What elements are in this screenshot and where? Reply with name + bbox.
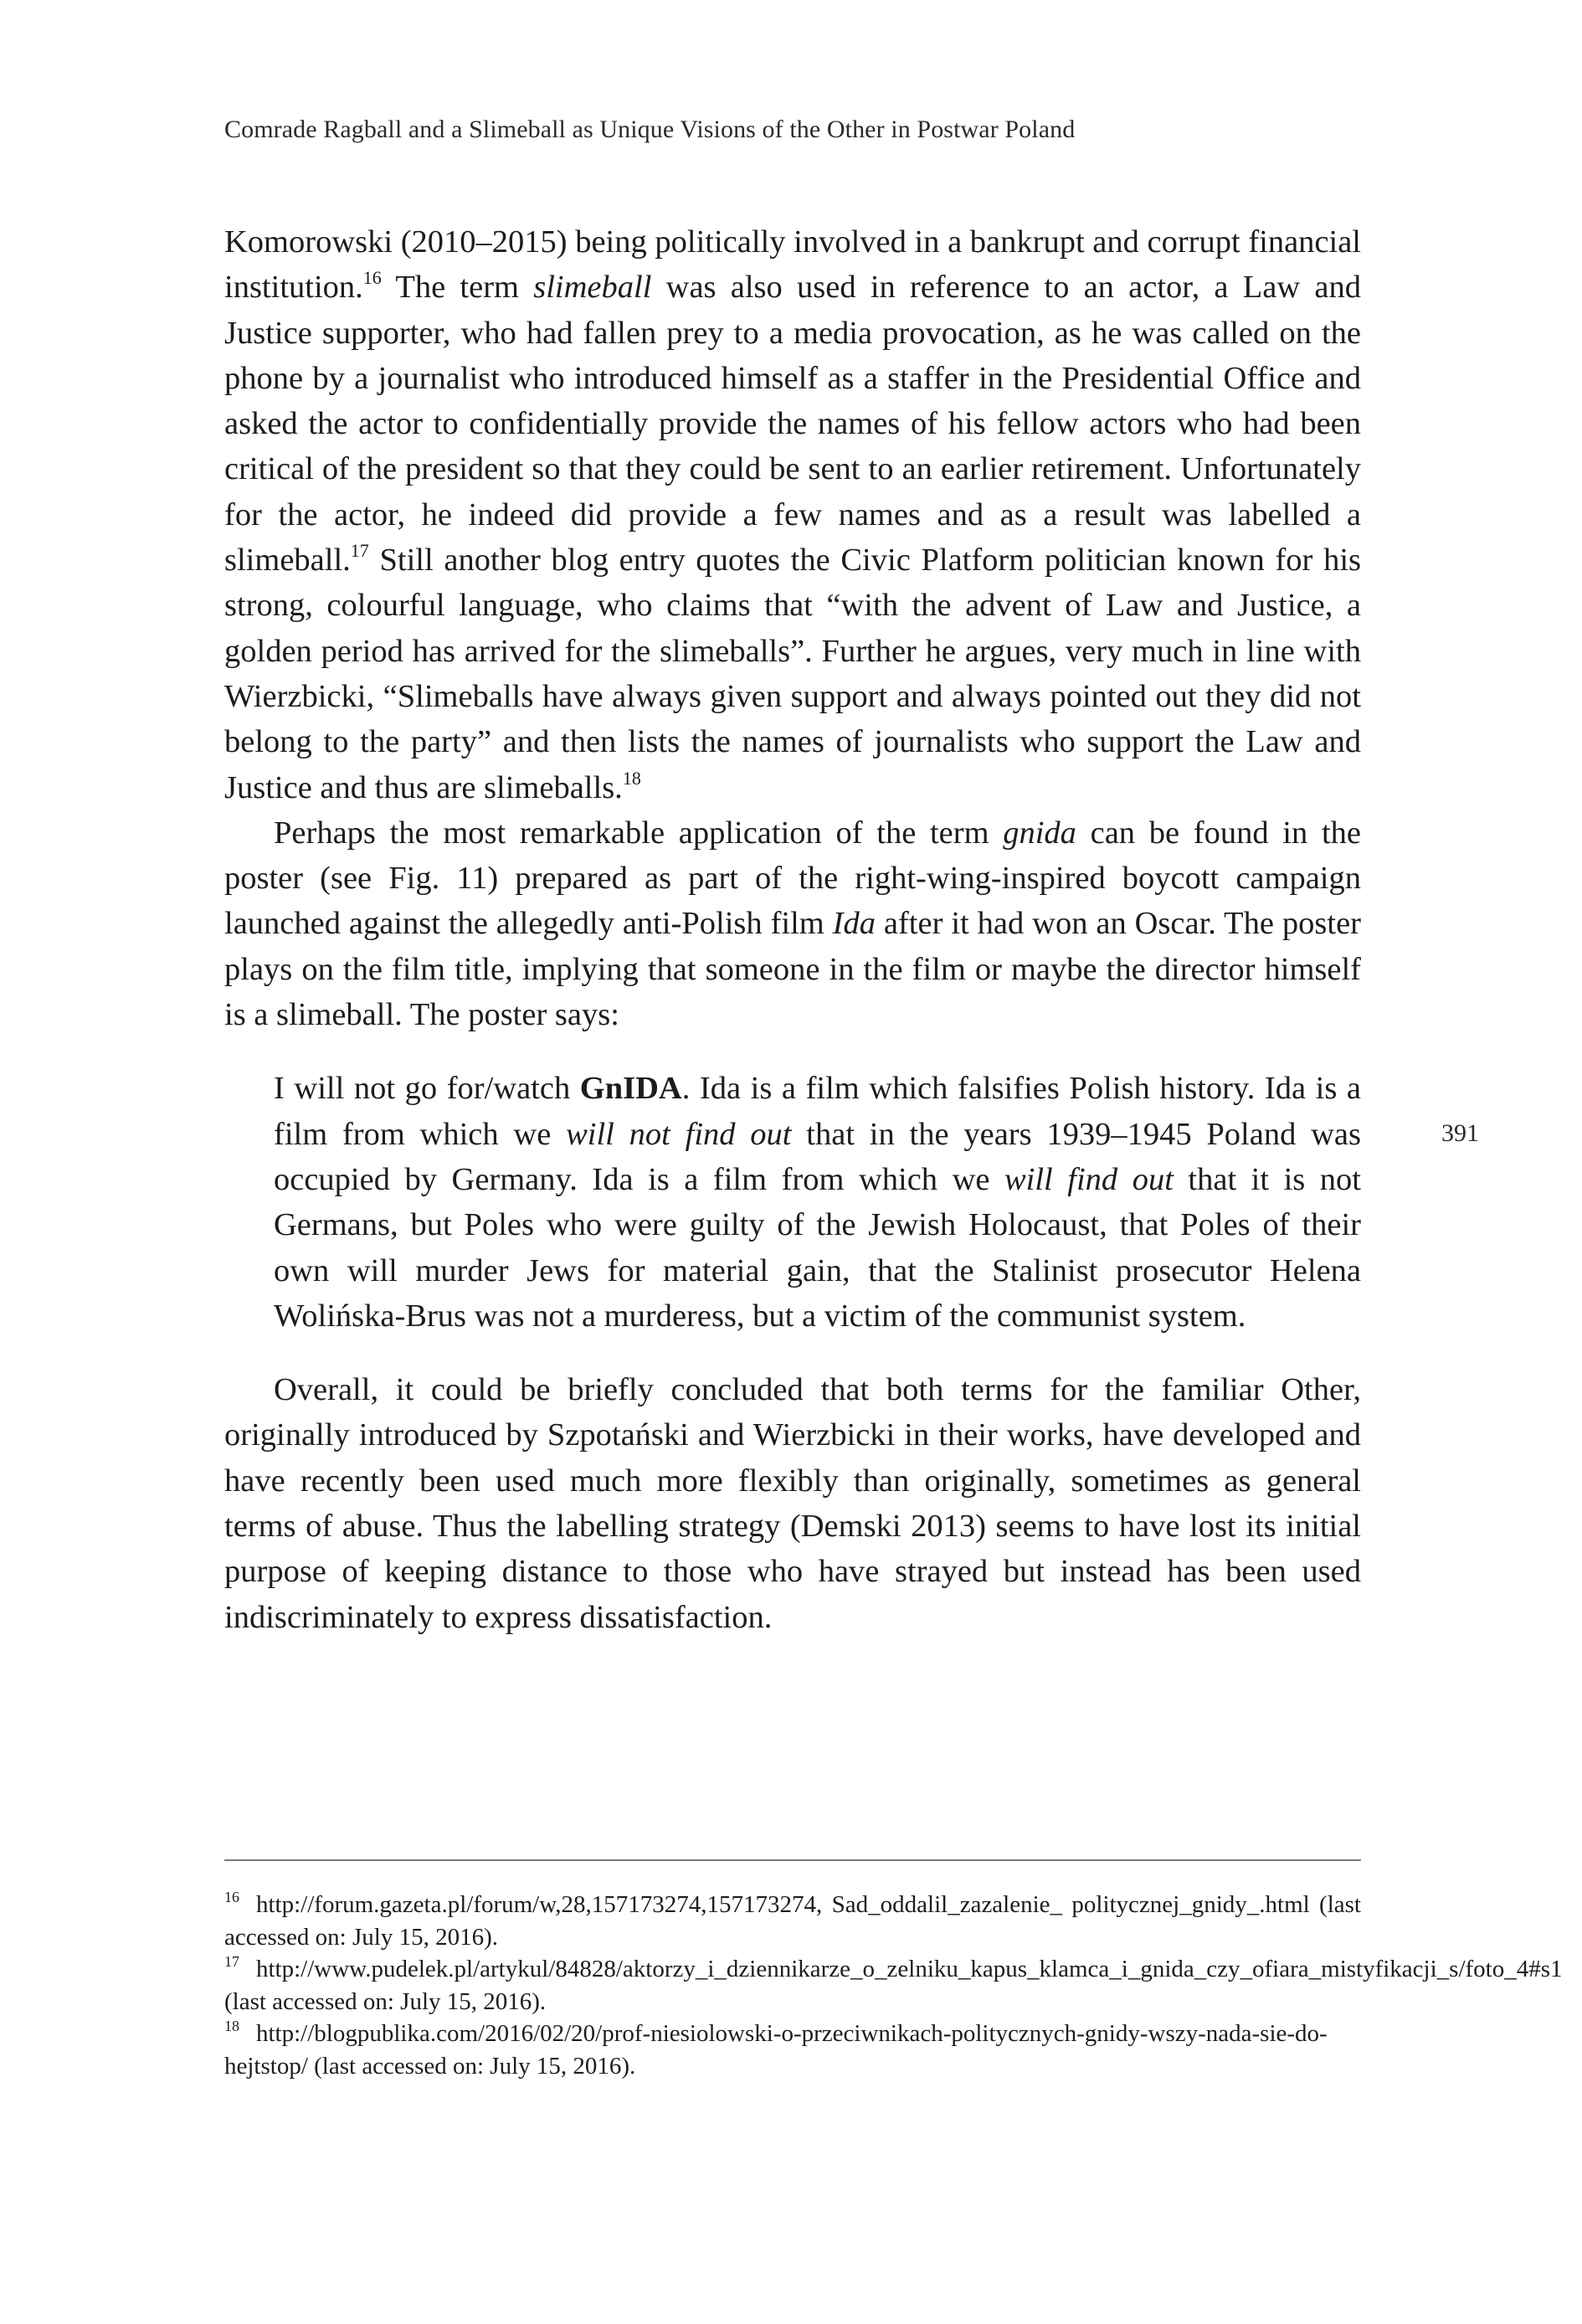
italic-film-title: Ida (832, 906, 876, 942)
text-span: after it had won an Oscar. The poster plays on the film title, implying that someone in the film or maybe the director himself is a slimeball. The poster says: (224, 906, 1361, 1033)
block-quote (274, 1066, 1361, 1339)
text-span: . Ida is a film which falsifies Polish history. Ida is a film from which we (274, 1071, 1361, 1152)
paragraph-2 (224, 810, 1361, 1037)
footnote-number: 18 (224, 2018, 239, 2034)
footnote-text[interactable]: http://www.pudelek.pl/artykul/84828/aktorzy_i_dziennikarze_o_zelniku_kapus_klamca_i_gnida_czy_ofiara_mistyfikacji_s/foto_4#s1 (last accessed on: July 15, 2016). (224, 1956, 1563, 2015)
paragraph-3: Overall, it could be briefly concluded that both terms for the familiar Other, originally introduced by Szpotański and Wierzbicki in their works, have developed and have recently been used much more flexibly than originally, sometimes as general terms of abuse. Thus the labelling strategy (Demski 2013) seems to have lost its initial purpose of keeping distance to those who have strayed but instead has been used indiscriminately to express dissatisfaction. (224, 1372, 1361, 1635)
footnote-18 (224, 2018, 1361, 2082)
text-span: Still another blog entry quotes the Civic Platform politician known for his strong, colourful language, who claims that “with the advent of Law and Justice, a golden period has arrived for the slimeballs”. Further he argues, very much in line with Wierzbicki, “Slimeballs have always given support and always pointed out they did not belong to the party” and then lists the names of journalists who support the Law and Justice and thus are slimeballs. (224, 542, 1361, 805)
italic-term: gnida (1003, 815, 1076, 851)
footnote-divider (224, 1859, 1361, 1861)
bold-term: GnIDA (579, 1071, 682, 1107)
text-span: Perhaps the most remarkable application of the term (274, 815, 1004, 851)
footnote-ref-16[interactable]: 16 (362, 267, 382, 289)
text-span: that in the years 1939–1945 Poland was occupied by Germany. Ida is a film from which we (274, 1116, 1361, 1197)
footnote-number: 16 (224, 1889, 239, 1905)
text-span: can be found in the poster (see Fig. 11) prepared as part of the right-wing-inspired boycott campaign launched against the allegedly anti-Polish film (224, 815, 1361, 942)
text-span: that it is not Germans, but Poles who were guilty of the Jewish Holocaust, that Poles of their own will murder Jews for material gain, that the Stalinist prosecutor Helena Wolińska-Brus was not a murderess, but a victim of the communist system. (274, 1161, 1362, 1334)
italic-phrase: will find out (1004, 1161, 1174, 1197)
paragraph-1 (224, 219, 1361, 810)
italic-phrase: will not find out (566, 1116, 792, 1152)
page-number: 391 (1441, 1119, 1479, 1147)
footnote-ref-18[interactable]: 18 (622, 767, 641, 789)
running-head: Comrade Ragball and a Slimeball as Unique Visions of the Other in Postwar Poland (224, 116, 1076, 143)
footnote-number: 17 (224, 1953, 239, 1970)
text-span: The term (381, 270, 534, 306)
footnote-text[interactable]: http://forum.gazeta.pl/forum/w,28,157173274,157173274, Sad_oddalil_zazalenie_ politycznej_gnidy_.html (last accessed on: July 15, 2016). (224, 1891, 1361, 1951)
text-span: was also used in reference to an actor, a Law and Justice supporter, who had fallen prey to a media provocation, as he was called on the phone by a journalist who introduced himself as a staffer in the Presidential Office and asked the actor to confidentially provide the names of his fellow actors who had been critical of the president so that they could be sent to an earlier retirement. Unfortunately for the actor, he indeed did provide a few names and as a result was labelled a slimeball. (224, 270, 1361, 578)
footnotes (224, 1889, 1563, 2082)
footnote-ref-17[interactable]: 17 (350, 540, 369, 562)
italic-term: slimeball (533, 270, 652, 306)
text-span: I will not go for/watch (274, 1071, 580, 1107)
footnote-17 (224, 1953, 1563, 2018)
body-text (224, 219, 1361, 1640)
text-span: Komorowski (2010–2015) being politically involved in a bankrupt and corrupt financial institution. (224, 224, 1361, 306)
footnote-text[interactable]: http://blogpublika.com/2016/02/20/prof-niesiolowski-o-przeciwnikach-politycznych-gnidy-wszy-nada-sie-do-hejtstop/ (last accessed on: July 15, 2016). (224, 2020, 1328, 2080)
footnote-16 (224, 1889, 1361, 1953)
